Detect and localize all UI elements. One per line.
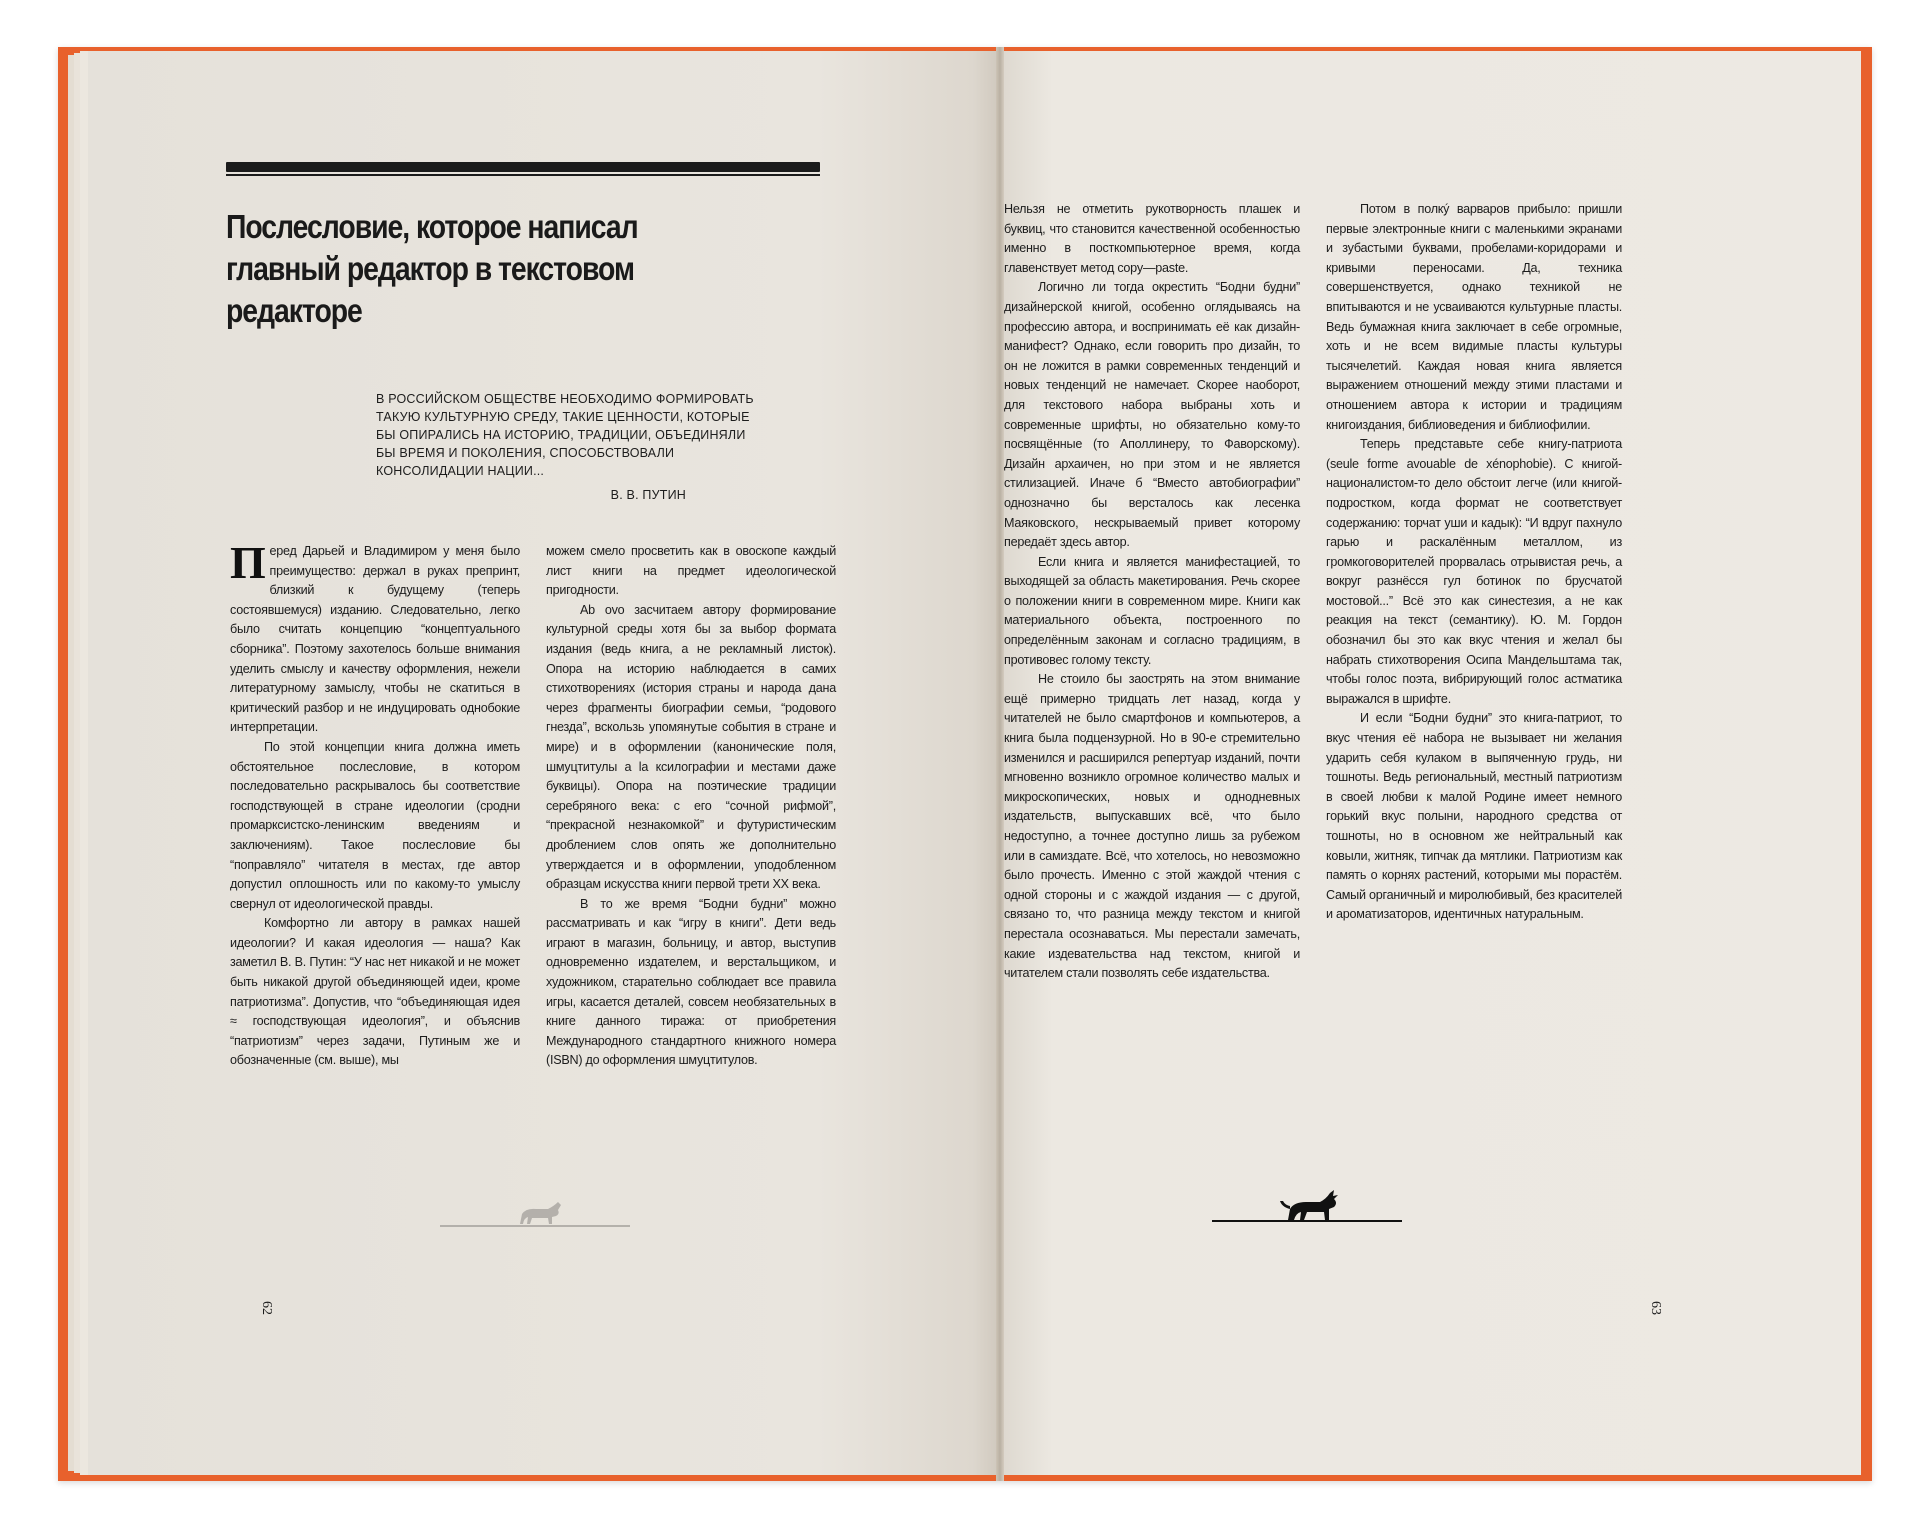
bull-icon: [1212, 1187, 1402, 1227]
chapter-title: [226, 206, 776, 332]
epigraph-text: В РОССИЙСКОМ ОБЩЕСТВЕ НЕОБХОДИМО ФОРМИРОВАТЬ ТАКУЮ КУЛЬТУРНУЮ СРЕДУ, ТАКИЕ ЦЕННОСТИ, КОТОРЫЕ БЫ ОПИРАЛИСЬ НА ИСТОРИЮ, ТРАДИЦИИ, ОБЪЕДИНЯЛИ БЫ ВРЕМЯ И ПОКОЛЕНИЯ, СПОСОБСТВОВАЛИ КОНСОЛИДАЦИИ НАЦИИ...: [376, 392, 754, 478]
paragraph: Ab ovo засчитаем автору формирование культурной среды хотя бы за выбор формата издания (ведь книга, а не рекламный листок). Опора на историю наблюдается в самих стихотворениях (история страны и народа дана через фрагменты биографии семьи, “родового гнезда”, вскользь упомянутые события в стране и мире) и в оформлении (каноничеcкие поля, шмуцтитулы a la ксилографии и местами даже буквицы). Опора на поэтические традиции серебряного века: с его “сочной рифмой”, “прекрасной незнакомкой” и футуристическим дроблением слов опять же дополнительно утверждается и в оформлении, уподобленном образцам искусства книги первой трети XX века.: [546, 602, 836, 892]
epigraph: [376, 390, 756, 504]
paragraph: можем смело просветить как в овоскопе каждый лист книги на предмет идеологической пригодности.: [546, 544, 836, 598]
paragraph: Теперь представьте себе книгу-патриота (seule forme avouable de xénophobie). С книгой-националистом-то дело обстоит легче (или книгой-подростком, когда формат не соответствует содержанию: торчат уши и кадык): “И вдруг пахнуло гарью и раскалённым металлом, из громкоговорителей прорвалась отрывистая речь, а вокруг разнёсся гул ботинок по брусчатой мостовой...” Всё это как синестезия, а не как реакция на текст (семантику). Ю. М. Гордон обозначил бы это как вкус чтения и желал бы набрать стихотворения Осипа Мандельштама так, чтобы голос поэта, вибрирующий голос астматика выражался в шрифте.: [1326, 437, 1622, 706]
chapter-title-line-2: главный редактор в текстовом редакторе: [226, 250, 634, 329]
page-number-left: 62: [259, 1301, 274, 1315]
left-column-1: [230, 537, 520, 1071]
drop-cap: П: [230, 537, 266, 588]
chapter-title-line-1: Послесловие, которое написал: [226, 208, 638, 245]
paragraph: По этой концепции книга должна иметь обстоятельное послесловие, в котором последовательно раскрывалось бы соответствие господствующей в стране идеологии (сродни промарксистско-ленинским введениям и заключениям). Такое послесловие бы “поправляло” читателя в местах, где автор допустил оплошность или по какому-то умыслу свернул от идеологической правды.: [230, 739, 520, 911]
paragraph: И если “Бодни будни” это книга-патриот, то вкус чтения её набора не вызывает ни желания ударить себя кулаком в выпяченную грудь, ни тошноты. Ведь региональный, местный патриотизм в своей любви к малой Родине имеет немного горький вкус полыни, народного средства от тошноты, но в основном же нейтральный как ковыли, житняк, типчак да мятлики. Патриотизм как память о корнях растений, которыми мы порастём. Самый органичный и миролюбивый, без красителей и ароматизаторов, идентичных натуральным.: [1326, 711, 1622, 922]
right-column-1: [1004, 200, 1300, 984]
paragraph: В то же время “Бодни будни” можно рассматривать и как “игру в книги”. Дети ведь играют в магазин, больницу, и автор, выступив одновременно издателем, и верстальщиком, и художником, старательно соблюдает все правила игры, касается деталей, совсем необязательных в книге данного тиража: от приобретения Международного стандартного книжного номера (ISBN) до оформления шмуцтитулов.: [546, 896, 836, 1068]
paragraph: Потом в полкý варваров прибыло: пришли первые электронные книги с маленькими экранами и зубастыми буквами, пробелами-коридорами и кривыми переносами. Да, техника совершенствуется, однако техникой не впитываются и не усваиваются культурные пласты. Ведь бумажная книга заключает в себе огромные, хоть и не всем видимые пласты культуры тысячелетий. Каждая новая книга является выражением отношений между этими пластами и отношением автора к истории и традициям книгоиздания, библиоведения и библиофилии.: [1326, 202, 1622, 432]
epigraph-author: В. В. ПУТИН: [610, 488, 686, 502]
paragraph: Не стоило бы заострять на этом внимание ещё примерно тридцать лет назад, когда у читателей не было смартфонов и компьютеров, а книга была подцензурной. Но в 90-е стремительно изменился и расширился репертуар изданий, почти мгновенно возникло огромное количество малых и микроскопических, новых и однодневных издательств, выпускавших всё, что было недоступно, а точнее доступно лишь за рубежом или в самиздате. Всё, что хотелось, но невозможно было прочесть. Именно с этой жаждой чтения с одной стороны и с жаждой издания — с другой, связано то, что разница между текстом и книгой перестала осознаваться. Мы перестали замечать, какие издевательства над текстом, книгой и читателем стали позволять себе издательства.: [1004, 672, 1300, 981]
book-gutter: [996, 47, 1004, 1481]
page-number-right: 63: [1648, 1301, 1663, 1315]
left-column-2: [546, 542, 836, 1071]
paragraph: Логично ли тогда окрестить “Бодни будни” дизайнерской книгой, особенно оглядываясь на профессию автора, и воспринимать её как дизайн-манифест? Однако, если говорить про дизайн, то он не ложится в рамки современных тенденций и новых тенденций не намечает. Скорее наоборот, для текстового набора выбраны хоть и современные шрифты, но обязательно кому-то посвящённые (то Аполлинеру, то Фаворскому). Дизайн архаичен, но при этом и не является стилизацией. Иначе б “Вместо автобиографии” однозначно бы версталось как лесенка Маяковского, нескрываемый привет которому передаёт здесь автор.: [1004, 280, 1300, 550]
paragraph: Перед Дарьей и Владимиром у меня было преимущество: держал в руках препринт, близкий к будущему (теперь состоявшемуся) изданию. Следовательно, легко было считать концепцию “концептуального сборника”. Поэтому захотелось больше внимания уделить смыслу и качеству оформления, нежели литературному замыслу, чтобы не скатиться в критический разбор и не индуцировать однобокие интерпретации.: [230, 537, 520, 735]
paragraph: Нельзя не отметить рукотворность плашек и буквиц, что становится качественной особенностью именно в посткомпьютерное время, когда главенствует метод copy—paste.: [1004, 202, 1300, 275]
paragraph: Комфортно ли автору в рамках нашей идеологии? И какая идеология — наша? Как заметил В. В. Путин: “У нас нет никакой и не может быть никакой другой объединяющей идеи, кроме патриотизма”. Допустив, что “объединяющая идея ≈ господствующая идеология”, и объяснив “патриотизм” через задачи, Путиным же и обозначенные (см. выше), мы: [230, 916, 520, 1068]
paragraph: Если книга и является манифестацией, то выходящей за область макетирования. Речь скорее о положении книги в современном мире. Книги как материального объекта, построенного по определённым законам и согласно традициям, в противовес голому тексту.: [1004, 554, 1300, 667]
bull-ornament-showthrough: [440, 1196, 630, 1232]
right-column-2: [1326, 200, 1622, 925]
heading-rule: [226, 162, 820, 176]
